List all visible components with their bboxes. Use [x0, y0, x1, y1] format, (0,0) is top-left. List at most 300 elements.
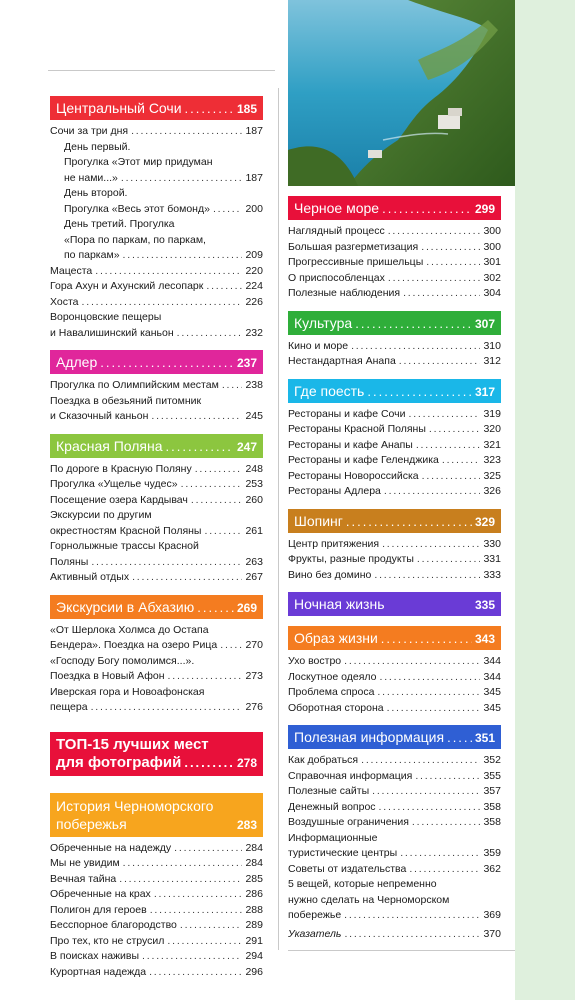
entry-title: Ухо востро [288, 655, 342, 667]
section-header-krasnaya-polyana[interactable] [50, 434, 263, 458]
section-page: 269 [236, 600, 257, 615]
entry-page: 358 [483, 800, 501, 813]
entry-title: Сочи за три дня [50, 125, 129, 137]
section-page: 185 [236, 102, 257, 116]
entry-title: Бендера». Поездка на озеро Рица [50, 639, 218, 651]
section-title-line2: побережья [56, 815, 127, 832]
entry-page: 323 [483, 454, 501, 466]
leader-dots [197, 596, 234, 619]
entry-page: 288 [245, 903, 263, 916]
section-page: 317 [474, 384, 495, 399]
toc-entry[interactable] [50, 700, 263, 716]
entry-page: 267 [245, 571, 263, 583]
leader-dots [185, 97, 234, 120]
toc-line: День первый. [64, 140, 131, 153]
toc-entry[interactable] [288, 685, 501, 701]
entry-title: Советы от издательства [288, 862, 407, 875]
toc-line: «От Шерлока Холмса до Остапа [50, 623, 209, 636]
entry-title: Мы не увидим [50, 857, 120, 869]
entry-page: 270 [245, 639, 263, 651]
entry-page: 300 [483, 240, 501, 253]
right-toc-column [288, 196, 501, 945]
leader-dots [374, 568, 480, 584]
entry-page: 232 [245, 326, 263, 339]
toc-entry[interactable] [288, 862, 501, 878]
leader-dots [123, 248, 243, 264]
entry-page: 359 [483, 847, 501, 859]
toc-entry[interactable] [288, 255, 501, 271]
toc-entry[interactable] [50, 555, 263, 571]
entry-title: Рестораны Новороссийска [288, 469, 419, 482]
leader-dots [166, 435, 234, 458]
leader-dots [355, 312, 472, 335]
toc-entry[interactable] [288, 271, 501, 287]
toc-entry[interactable] [288, 784, 501, 800]
leader-dots [442, 453, 481, 469]
entry-page: 289 [245, 919, 263, 931]
entry-page: 284 [245, 841, 263, 854]
section-page: 278 [236, 755, 257, 770]
entry-page: 284 [245, 857, 263, 869]
leader-dots [447, 726, 472, 749]
toc-entry[interactable] [50, 378, 263, 394]
entry-title: Обреченные на крах [50, 888, 151, 900]
leader-dots [380, 670, 481, 686]
leader-dots [412, 815, 481, 831]
entry-page: 286 [245, 888, 263, 900]
section-header-top15[interactable] [50, 732, 263, 776]
section-title: Экскурсии в Абхазию [56, 598, 195, 615]
section-title: Черное море [294, 200, 380, 216]
toc-entry[interactable] [288, 453, 501, 469]
entry-page: 352 [483, 754, 501, 766]
entry-page: 260 [245, 493, 263, 506]
toc-entry[interactable] [50, 841, 263, 857]
entry-page: 253 [245, 478, 263, 490]
column-divider [278, 88, 279, 950]
toc-entry[interactable] [50, 279, 263, 295]
toc-line: Горнолыжные трассы Красной [50, 540, 199, 552]
entry-title: Оборотная сторона [288, 701, 384, 714]
toc-entry[interactable] [50, 965, 263, 981]
toc-entry[interactable] [50, 570, 263, 586]
entry-page: 345 [483, 701, 501, 714]
entry-title: Мацеста [50, 264, 93, 277]
leader-dots [382, 197, 472, 220]
section-title: Культура [294, 314, 353, 331]
entry-page: 245 [245, 410, 263, 422]
entry-page: 261 [245, 524, 263, 537]
toc-entry[interactable] [50, 856, 263, 872]
leader-dots [381, 627, 472, 650]
leader-dots [95, 264, 242, 280]
section-header-lifestyle[interactable] [288, 626, 501, 650]
entry-title: Поляны [50, 555, 89, 568]
entry-title: Активный отдых [50, 571, 130, 583]
entry-title: Прогулка по Олимпийским местам [50, 379, 219, 391]
section-title: Адлер [56, 354, 98, 370]
leader-dots [151, 409, 242, 425]
toc-entry[interactable] [50, 872, 263, 888]
toc-entry[interactable] [288, 654, 501, 670]
section-title: Полезная информация [294, 729, 445, 745]
leader-dots [174, 841, 242, 857]
section-page: 329 [474, 514, 495, 529]
entry-page: 331 [483, 553, 501, 565]
entry-page: 333 [483, 568, 501, 581]
toc-entry[interactable] [50, 124, 263, 140]
section-title-line2: для фотографий [56, 753, 182, 771]
leader-dots [384, 484, 481, 500]
toc-entry[interactable] [50, 934, 263, 950]
entry-title: Фрукты, разные продукты [288, 553, 414, 565]
section-page: 351 [474, 731, 495, 745]
entry-page: 304 [483, 287, 501, 299]
leader-dots [379, 800, 481, 816]
leader-dots [422, 469, 481, 485]
entry-page: 358 [483, 816, 501, 828]
toc-entry[interactable] [50, 524, 263, 540]
entry-title: Вино без домино [288, 568, 372, 581]
toc-line: «Пора по паркам, по паркам, [64, 233, 206, 246]
toc-entry[interactable] [288, 769, 501, 785]
entry-title: Курортная надежда [50, 965, 147, 978]
entry-title: Рестораны Адлера [288, 485, 381, 497]
leader-dots [168, 669, 243, 685]
toc-entry[interactable] [288, 422, 501, 438]
entry-title: Нестандартная Анапа [288, 355, 396, 367]
entry-page: 325 [483, 469, 501, 482]
toc-entry[interactable] [288, 846, 501, 862]
leader-dots [417, 552, 481, 568]
entry-title: Обреченные на надежду [50, 841, 172, 854]
toc-entry[interactable] [288, 407, 501, 423]
entry-page: 344 [483, 670, 501, 683]
toc-line: Иверская гора и Новоафонская [50, 685, 205, 698]
toc-line: День третий. Прогулка [64, 218, 175, 230]
section-header-central-sochi[interactable] [50, 96, 263, 120]
toc-entry[interactable] [50, 202, 263, 218]
entry-title: Прогулка «Ущелье чудес» [50, 478, 178, 490]
leader-dots [154, 887, 243, 903]
section-title: Образ жизни [294, 630, 378, 646]
leader-dots [142, 949, 242, 965]
toc-entry[interactable] [50, 326, 263, 342]
section-title: Ночная жизнь [294, 596, 385, 612]
toc-entry[interactable] [50, 638, 263, 654]
leader-dots [132, 570, 242, 586]
toc-entry[interactable] [50, 295, 263, 311]
leader-dots [119, 872, 242, 888]
entry-title: В поисках наживы [50, 950, 140, 962]
entry-title: Поездка в Новый Афон [50, 670, 165, 682]
entry-page: 276 [245, 701, 263, 713]
leader-dots [388, 271, 481, 287]
leader-dots [149, 965, 242, 981]
entry-page: 355 [483, 769, 501, 782]
toc-entry[interactable] [288, 908, 501, 924]
entry-page: 362 [483, 862, 501, 875]
section-header-history[interactable] [50, 793, 263, 837]
entry-title: Воздушные ограничения [288, 816, 409, 828]
leader-dots [100, 351, 234, 374]
section-header-shopping[interactable] [288, 509, 501, 533]
section-page: 307 [474, 316, 495, 331]
entry-page: 248 [245, 462, 263, 475]
entry-page: 296 [245, 965, 263, 978]
toc-line: Информационные [288, 831, 378, 844]
toc-line: «Господу Богу помолимся...». [50, 654, 195, 667]
leader-dots [184, 754, 234, 772]
entry-page: 285 [245, 872, 263, 885]
leader-dots [387, 701, 481, 717]
entry-page: 312 [483, 355, 501, 367]
leader-dots [131, 124, 242, 140]
section-page: 247 [236, 439, 257, 454]
toc-line: 5 вещей, которые непременно [288, 878, 437, 890]
entry-page: 330 [483, 537, 501, 550]
toc-entry[interactable] [288, 815, 501, 831]
entry-title: Прогрессивные пришельцы [288, 256, 424, 268]
leader-dots [388, 224, 481, 240]
toc-entry[interactable] [288, 484, 501, 500]
leader-dots [91, 700, 243, 716]
section-header-culture[interactable] [288, 311, 501, 335]
toc-entry[interactable] [50, 248, 263, 264]
entry-title: Как добраться [288, 754, 359, 766]
section-page: 299 [474, 202, 495, 216]
side-color-strip [515, 0, 575, 1000]
leader-dots [181, 477, 243, 493]
entry-page: 300 [483, 225, 501, 237]
leader-dots [346, 510, 472, 533]
entry-title: Наглядный процесс [288, 225, 385, 237]
toc-line: нужно сделать на Черноморском [288, 893, 450, 906]
toc-entry[interactable] [50, 949, 263, 965]
toc-entry[interactable] [50, 887, 263, 903]
entry-page: 326 [483, 485, 501, 497]
entry-title: пещера [50, 701, 88, 713]
leader-dots [372, 784, 480, 800]
entry-page: 310 [483, 339, 501, 352]
toc-entry[interactable] [50, 264, 263, 280]
entry-title: Рестораны Красной Поляны [288, 423, 426, 435]
entry-page: 369 [483, 909, 501, 921]
left-toc-column [50, 96, 263, 983]
section-page: 335 [474, 598, 495, 612]
entry-page: 238 [245, 379, 263, 391]
section-page: 343 [474, 632, 495, 646]
toc-line: Экскурсии по другим [50, 509, 152, 521]
entry-title: и Навалишинский каньон [50, 326, 174, 339]
leader-dots [409, 862, 480, 878]
section-title: Где поесть [294, 382, 365, 399]
entry-title: и Сказочный каньон [50, 410, 149, 422]
leader-dots [426, 255, 480, 271]
entry-page: 224 [245, 280, 263, 292]
section-header-adler[interactable] [50, 350, 263, 374]
leader-dots [167, 934, 242, 950]
entry-title: По дороге в Красную Поляну [50, 462, 192, 475]
toc-entry[interactable] [50, 918, 263, 934]
entry-page: 302 [483, 271, 501, 284]
entry-title: Вечная тайна [50, 872, 117, 885]
toc-entry[interactable] [288, 469, 501, 485]
entry-title: Полигон для героев [50, 903, 147, 916]
entry-title: Денежный вопрос [288, 800, 376, 813]
section-title: Шопинг [294, 512, 343, 529]
section-header-abkhazia[interactable] [50, 595, 263, 619]
toc-entry[interactable] [288, 753, 501, 769]
leader-dots [400, 846, 480, 862]
entry-page: 294 [245, 950, 263, 962]
entry-page: 319 [483, 407, 501, 420]
toc-entry[interactable] [288, 240, 501, 256]
section-title: Центральный Сочи [56, 100, 182, 116]
entry-title: Полезные сайты [288, 785, 370, 797]
leader-dots [399, 354, 481, 370]
toc-entry[interactable] [50, 669, 263, 685]
entry-page: 263 [245, 555, 263, 568]
leader-dots [344, 654, 480, 670]
section-title-line1: История Черноморского [56, 797, 214, 814]
entry-title: окрестностям Красной Поляны [50, 524, 202, 537]
entry-page: 200 [245, 202, 263, 215]
entry-page: 357 [483, 785, 501, 797]
entry-title: Бесспорное благородство [50, 919, 177, 931]
leader-dots [220, 638, 242, 654]
toc-entry[interactable] [288, 568, 501, 584]
toc-entry[interactable] [50, 493, 263, 509]
leader-dots [429, 422, 481, 438]
leader-dots [367, 380, 472, 403]
toc-entry[interactable] [50, 903, 263, 919]
toc-entry[interactable] [288, 537, 501, 553]
leader-dots [344, 908, 480, 924]
leader-dots [408, 407, 480, 423]
entry-title: Центр притяжения [288, 537, 380, 550]
toc-line: Поездка в обезьяний питомник [50, 394, 202, 407]
toc-entry[interactable] [288, 438, 501, 454]
leader-dots [150, 903, 243, 919]
leader-dots [123, 856, 243, 872]
toc-line: День второй. [64, 187, 128, 199]
entry-title: не нами...» [64, 171, 118, 184]
entry-page: 344 [483, 655, 501, 667]
leader-dots [177, 326, 243, 342]
top-divider [48, 70, 275, 71]
leader-dots [421, 240, 480, 256]
entry-title: Проблема спроса [288, 686, 375, 698]
entry-title: по паркам» [64, 249, 120, 261]
entry-title: Прогулка «Весь этот бомонд» [64, 202, 210, 215]
toc-entry[interactable] [50, 477, 263, 493]
toc-entry[interactable] [288, 339, 501, 355]
toc-entry[interactable] [288, 552, 501, 568]
entry-page: 345 [483, 686, 501, 698]
section-page: 283 [236, 817, 257, 832]
section-header-nightlife[interactable] [288, 592, 501, 616]
section-title: Красная Поляна [56, 437, 163, 454]
entry-title: Хоста [50, 295, 79, 308]
entry-title: Рестораны и кафе Геленджика [288, 454, 439, 466]
entry-page: 320 [483, 423, 501, 435]
leader-dots [377, 685, 480, 701]
bottom-divider [288, 950, 515, 951]
toc-entry[interactable] [288, 354, 501, 370]
toc-entry[interactable] [288, 800, 501, 816]
toc-entry[interactable] [288, 670, 501, 686]
leader-dots [195, 462, 243, 478]
section-header-black-sea[interactable] [288, 196, 501, 220]
leader-dots [91, 555, 242, 571]
section-title-line1: ТОП-15 лучших мест [56, 735, 209, 753]
leader-dots [180, 918, 243, 934]
leader-dots [222, 378, 243, 394]
toc-entry[interactable] [50, 462, 263, 478]
toc-entry[interactable] [288, 224, 501, 240]
entry-page: 273 [245, 670, 263, 682]
entry-page: 187 [245, 125, 263, 137]
entry-page: 370 [483, 927, 501, 940]
section-header-where-to-eat[interactable] [288, 379, 501, 403]
section-page: 237 [236, 356, 257, 370]
leader-dots [213, 202, 243, 218]
entry-title: Справочная информация [288, 769, 413, 782]
leader-dots [415, 769, 480, 785]
entry-title: Про тех, кто не струсил [50, 934, 165, 947]
entry-title: О приспособленцах [288, 271, 385, 284]
leader-dots [82, 295, 243, 311]
entry-page: 226 [245, 295, 263, 308]
entry-title: Большая разгерметизация [288, 240, 419, 253]
leader-dots [361, 753, 480, 769]
entry-title: побережье [288, 909, 342, 921]
leader-dots [416, 438, 481, 454]
leader-dots [351, 339, 480, 355]
toc-entry[interactable] [288, 286, 501, 302]
leader-dots [206, 279, 242, 295]
entry-title: Рестораны и кафе Сочи [288, 407, 406, 420]
entry-title: туристические центры [288, 847, 398, 859]
section-header-useful-info[interactable] [288, 725, 501, 749]
leader-dots [121, 171, 243, 187]
entry-page: 220 [245, 264, 263, 277]
entry-page: 209 [245, 249, 263, 261]
leader-dots [403, 286, 480, 302]
toc-line: Прогулка «Этот мир придуман [64, 156, 213, 168]
toc-line: Воронцовские пещеры [50, 311, 162, 323]
toc-entry-index[interactable] [288, 927, 501, 943]
leader-dots [382, 537, 480, 553]
leader-dots [191, 493, 243, 509]
toc-entry[interactable] [288, 701, 501, 717]
toc-entry[interactable] [50, 409, 263, 425]
entry-title: Полезные наблюдения [288, 287, 401, 299]
entry-title: Посещение озера Кардывач [50, 493, 188, 506]
leader-dots [344, 927, 480, 943]
entry-title: Кино и море [288, 339, 349, 352]
entry-title: Гора Ахун и Ахунский лесопарк [50, 280, 204, 292]
entry-title: Лоскутное одеяло [288, 670, 377, 683]
entry-page: 291 [245, 934, 263, 947]
entry-title: Указатель [288, 927, 342, 940]
entry-page: 321 [483, 438, 501, 451]
coastline-photo [288, 0, 515, 186]
entry-page: 187 [245, 171, 263, 184]
toc-entry[interactable] [50, 171, 263, 187]
entry-title: Рестораны и кафе Анапы [288, 438, 413, 451]
